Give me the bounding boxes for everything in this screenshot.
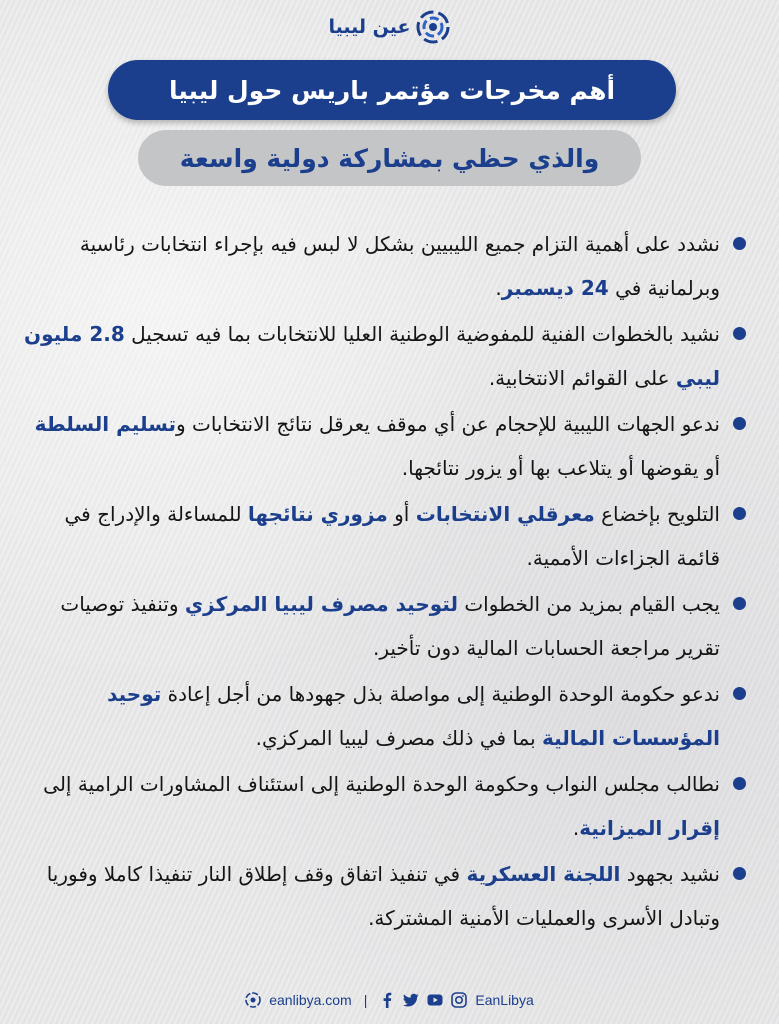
item-text: ندعو الجهات الليبية للإحجام عن أي موقف يعرقل نتائج الانتخابات و xyxy=(175,412,720,436)
twitter-icon[interactable] xyxy=(403,992,419,1008)
bullet-icon xyxy=(733,237,746,250)
list-item xyxy=(22,582,750,670)
item-text-mid: أو xyxy=(387,502,416,526)
item-text: نشيد بجهود xyxy=(620,862,720,886)
item-text-end: . xyxy=(572,816,580,840)
bullet-icon xyxy=(733,417,746,430)
social-handle[interactable]: EanLibya xyxy=(475,992,534,1008)
list-item xyxy=(22,492,750,580)
bullet-icon xyxy=(733,507,746,520)
brand-logo xyxy=(0,10,779,44)
item-text-end: وتنفيذ توصيات تقرير مراجعة الحسابات المالية دون تأخير. xyxy=(60,592,720,660)
page-title xyxy=(108,60,676,120)
item-highlight: إقرار الميزانية xyxy=(579,816,720,840)
bullet-icon xyxy=(733,597,746,610)
bullet-icon xyxy=(733,327,746,340)
item-text-end: بما في ذلك مصرف ليبيا المركزي. xyxy=(255,726,542,750)
page-subtitle-text: والذي حظي بمشاركة دولية واسعة xyxy=(179,143,600,173)
item-highlight-2: مزوري نتائجها xyxy=(247,502,388,526)
item-text-end: . xyxy=(495,276,502,300)
item-highlight: اللجنة العسكرية xyxy=(466,862,621,886)
eye-logo-icon xyxy=(416,10,450,44)
item-text: نشدد على أهمية التزام جميع الليبيين بشكل لا لبس فيه بإجراء انتخابات رئاسية وبرلمانية في xyxy=(79,232,720,300)
item-text: ندعو حكومة الوحدة الوطنية إلى مواصلة بذل جهودها من أجل إعادة xyxy=(161,682,720,706)
youtube-icon[interactable] xyxy=(427,992,443,1008)
instagram-icon[interactable] xyxy=(451,992,467,1008)
bullet-icon xyxy=(733,777,746,790)
outcomes-list xyxy=(22,222,750,942)
footer xyxy=(0,992,779,1008)
item-text-end: أو يقوضها أو يتلاعب بها أو يزور نتائجها. xyxy=(401,456,720,480)
footer-separator: | xyxy=(363,992,368,1008)
facebook-icon[interactable] xyxy=(379,992,395,1008)
page-title-text: أهم مخرجات مؤتمر باريس حول ليبيا xyxy=(168,75,616,105)
website-link[interactable]: eanlibya.com xyxy=(269,992,352,1008)
item-text-end: في تنفيذ اتفاق وقف إطلاق النار تنفيذا كاملا وفوريا وتبادل الأسرى والعمليات الأمنية المشتركة. xyxy=(46,862,720,930)
list-item xyxy=(22,852,750,940)
item-text: نطالب مجلس النواب وحكومة الوحدة الوطنية إلى استئناف المشاورات الرامية إلى xyxy=(43,772,720,796)
eye-logo-small-icon xyxy=(245,992,261,1008)
bullet-icon xyxy=(733,687,746,700)
item-text-end: على القوائم الانتخابية. xyxy=(488,366,676,390)
item-text: التلويح بإخضاع xyxy=(594,502,720,526)
item-highlight: توحيد المؤسسات المالية xyxy=(107,682,720,750)
item-highlight: تسليم السلطة xyxy=(34,412,176,436)
list-item xyxy=(22,312,750,400)
item-highlight: معرقلي الانتخابات xyxy=(415,502,595,526)
list-item xyxy=(22,222,750,310)
item-highlight: لتوحيد مصرف ليبيا المركزي xyxy=(184,592,458,616)
item-text-end: للمساءلة والإدراج في قائمة الجزاءات الأممية. xyxy=(64,502,720,570)
bullet-icon xyxy=(733,867,746,880)
item-highlight: 24 ديسمبر xyxy=(501,276,609,300)
item-text: يجب القيام بمزيد من الخطوات xyxy=(457,592,720,616)
page-subtitle xyxy=(138,130,641,186)
logo-text: عين ليبيا xyxy=(328,16,411,38)
list-item xyxy=(22,762,750,850)
item-highlight: 2.8 مليون ليبي xyxy=(24,322,720,390)
list-item xyxy=(22,672,750,760)
item-text: نشيد بالخطوات الفنية للمفوضية الوطنية العليا للانتخابات بما فيه تسجيل xyxy=(124,322,720,346)
list-item xyxy=(22,402,750,490)
